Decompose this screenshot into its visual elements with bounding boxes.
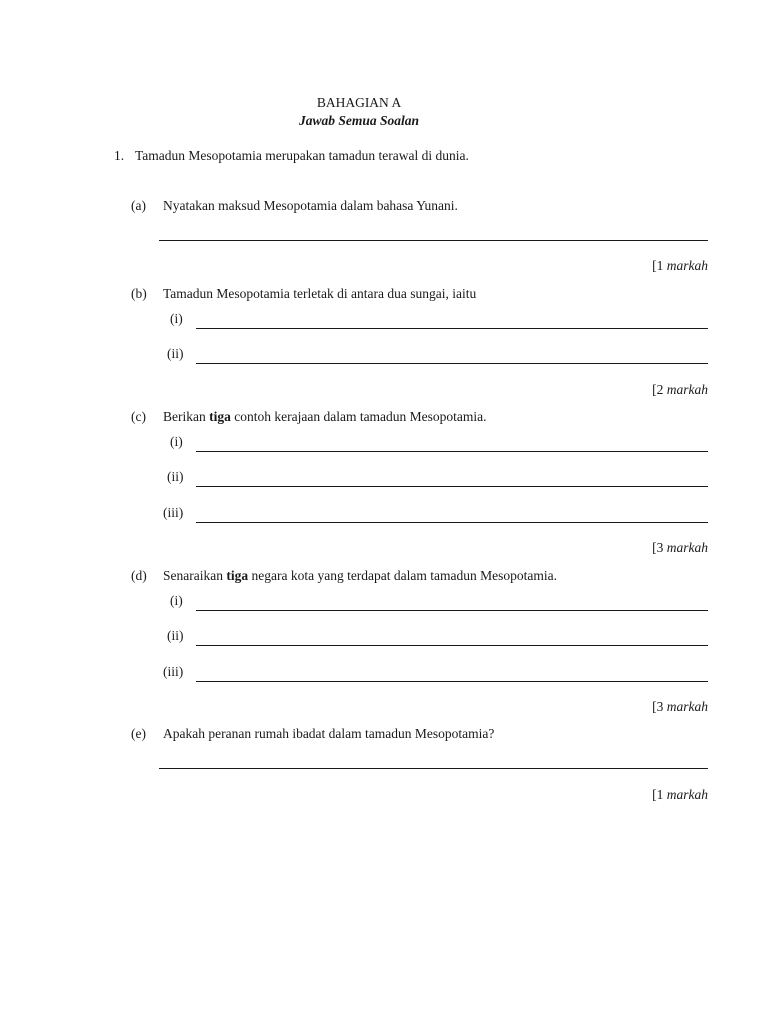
part-c-question: Berikan tiga contoh kerajaan dalam tamadun Mesopotamia. [163, 409, 487, 424]
part-d-label: (d) [131, 568, 147, 583]
part-c-sub-iii-answer-line[interactable] [196, 522, 708, 523]
part-c-marks: [3 markah [652, 540, 708, 555]
part-e-answer-line[interactable] [159, 768, 708, 769]
part-c-sub-i-label: (i) [170, 434, 183, 449]
part-b-label: (b) [131, 286, 147, 301]
section-title: BAHAGIAN A [316, 95, 402, 110]
part-c-label: (c) [131, 409, 146, 424]
part-c-sub-iii-label: (iii) [163, 505, 184, 520]
part-a-marks: [1 markah [652, 258, 708, 273]
part-b-marks: [2 markah [652, 382, 708, 397]
part-d-sub-iii-label: (iii) [163, 664, 184, 679]
part-d-sub-ii-answer-line[interactable] [196, 645, 708, 646]
part-b-question: Tamadun Mesopotamia terletak di antara dua sungai, iaitu [163, 286, 477, 301]
part-b-sub-ii-answer-line[interactable] [196, 363, 708, 364]
part-d-marks: [3 markah [652, 699, 708, 714]
part-d-sub-i-answer-line[interactable] [196, 610, 708, 611]
question-stem: Tamadun Mesopotamia merupakan tamadun terawal di dunia. [135, 148, 469, 163]
part-e-label: (e) [131, 726, 146, 741]
part-e-marks: [1 markah [652, 787, 708, 802]
part-a-question: Nyatakan maksud Mesopotamia dalam bahasa Yunani. [163, 198, 458, 213]
part-a-label: (a) [131, 198, 146, 213]
question-number: 1. [114, 148, 125, 163]
part-d-sub-iii-answer-line[interactable] [196, 681, 708, 682]
part-b-sub-i-label: (i) [170, 311, 183, 326]
part-c-sub-ii-label: (ii) [167, 469, 184, 484]
part-a-answer-line[interactable] [159, 240, 708, 241]
part-d-sub-ii-label: (ii) [167, 628, 184, 643]
part-c-sub-i-answer-line[interactable] [196, 451, 708, 452]
part-e-question: Apakah peranan rumah ibadat dalam tamadun Mesopotamia? [163, 726, 495, 741]
part-b-sub-i-answer-line[interactable] [196, 328, 708, 329]
section-instruction: Jawab Semua Soalan [298, 113, 420, 128]
part-c-sub-ii-answer-line[interactable] [196, 486, 708, 487]
part-b-sub-ii-label: (ii) [167, 346, 184, 361]
part-d-sub-i-label: (i) [170, 593, 183, 608]
part-d-question: Senaraikan tiga negara kota yang terdapat dalam tamadun Mesopotamia. [163, 568, 557, 583]
